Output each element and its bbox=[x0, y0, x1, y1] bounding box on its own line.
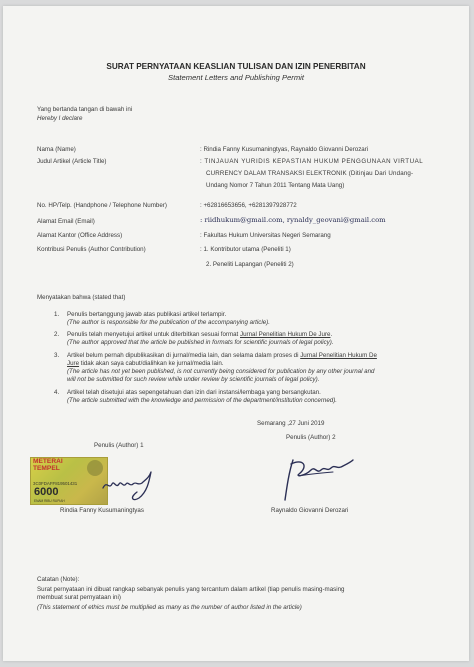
statement-text-en: (The author approved that the article be published in formats for scientific journals of legal policy). bbox=[67, 339, 334, 346]
author-1-signature bbox=[99, 458, 169, 504]
author-2-name: Raynaldo Giovanni Derozari bbox=[271, 507, 349, 514]
office-label: Alamat Kantor (Office Address) bbox=[37, 232, 123, 239]
notes-line: membuat surat pernyataan ini) bbox=[37, 594, 121, 601]
statement-number: 1. bbox=[54, 311, 60, 318]
email-value: : riidhukum@gmail.com, rynaldy_geovani@gmail.com bbox=[200, 216, 386, 224]
office-value: : Fakultas Hukum Universitas Negeri Semarang bbox=[200, 232, 331, 239]
notes-line: Surat pernyataan ini dibuat rangkap sebanyak penulis yang tercantum dalam artikel (tiap penulis masing-masing bbox=[37, 586, 345, 593]
name-value: : Rindia Fanny Kusumaningtyas, Raynaldo Giovanni Derozari bbox=[200, 146, 369, 153]
stamp-value: 6000 bbox=[34, 486, 59, 498]
journal-name-link[interactable]: Jurnal Penelitian Hukum De bbox=[300, 352, 377, 359]
journal-name-link[interactable]: Jurnal Penelitian Hukum De Jure bbox=[240, 331, 331, 338]
journal-name-link[interactable]: Jure bbox=[67, 360, 80, 367]
intro-line-en: Hereby I declare bbox=[37, 115, 83, 122]
contribution-value-1: : 1. Kontributor utama (Peneliti 1) bbox=[200, 246, 291, 253]
statement-text-en: will not be submitted for such review while under review by scientific journals of legal policy). bbox=[67, 376, 320, 383]
phone-label: No. HP/Telp. (Handphone / Telephone Number) bbox=[37, 202, 167, 209]
statement-text-en: (The author is responsible for the publication of the accompanying article). bbox=[67, 319, 270, 326]
statement-text: Artikel belum pernah dipublikasikan di jurnal/media lain, dan selama dalam proses di Jurnal Penelitian Hukum De bbox=[67, 352, 377, 359]
statement-text: Penulis telah menyetujui artikel untuk diterbitkan sesuai format Jurnal Penelitian Hukum De Jure. bbox=[67, 331, 333, 338]
statement-text: Artikel telah disetujui atas sepengetahuan dan izin dari instansi/lembaga yang bersangkutan. bbox=[67, 389, 321, 396]
article-value-2: CURRENCY DALAM TRANSAKSI ELEKTRONIK (Ditinjau Dari Undang- bbox=[206, 170, 414, 177]
statement-text-en: (The article has not yet been published, is not currently being considered for publication by any other journal and bbox=[67, 368, 375, 375]
document-subtitle: Statement Letters and Publishing Permit bbox=[168, 73, 304, 82]
notes-heading: Catatan (Note): bbox=[37, 576, 80, 583]
revenue-stamp bbox=[30, 457, 108, 505]
article-value-3: Undang Nomor 7 Tahun 2011 Tentang Mata Uang) bbox=[206, 182, 345, 189]
contribution-value-2: 2. Peneliti Lapangan (Peneliti 2) bbox=[206, 261, 294, 268]
place-date: Semarang ,27 Juni 2019 bbox=[257, 420, 325, 427]
article-label: Judul Artikel (Article Title) bbox=[37, 158, 107, 165]
statement-number: 2. bbox=[54, 331, 60, 338]
statement-number: 3. bbox=[54, 352, 60, 359]
email-label: Alamat Email (Email) bbox=[37, 218, 95, 225]
document-title: SURAT PERNYATAAN KEASLIAN TULISAN DAN IZIN PENERBITAN bbox=[106, 62, 366, 71]
stamp-title: METERAI TEMPEL bbox=[33, 458, 63, 472]
statements-heading: Menyatakan bahwa (stated that) bbox=[37, 294, 126, 301]
name-label: Nama (Name) bbox=[37, 146, 76, 153]
phone-value: : +62816653656, +6281397928772 bbox=[200, 202, 297, 209]
author-1-name: Rindia Fanny Kusumaningtyas bbox=[60, 507, 144, 514]
document-page bbox=[3, 6, 469, 661]
contribution-label: Kontribusi Penulis (Author Contribution) bbox=[37, 246, 146, 253]
notes-line-en: (This statement of ethics must be multiplied as many as the number of author listed in the article) bbox=[37, 604, 302, 611]
article-value-1: : TINJAUAN YURIDIS KEPASTIAN HUKUM PENGGUNAAN VIRTUAL bbox=[200, 158, 424, 165]
stamp-code: 3C0FDAFF819501431 bbox=[33, 481, 78, 486]
author-1-label: Penulis (Author) 1 bbox=[94, 442, 144, 449]
author-2-label: Penulis (Author) 2 bbox=[286, 434, 336, 441]
statement-text-en: (The article submitted with the knowledge and permission of the department/institution concerned). bbox=[67, 397, 337, 404]
intro-line: Yang bertanda tangan di bawah ini bbox=[37, 106, 133, 113]
statement-text: Penulis bertanggung jawab atas publikasi artikel terlampir. bbox=[67, 311, 227, 318]
author-2-signature bbox=[275, 452, 359, 508]
stamp-subtext: ENAM RIBU RUPIAH bbox=[34, 499, 65, 503]
statement-text: Jure tidak akan saya cabut/dialihkan ke jurnal/media lain. bbox=[67, 360, 224, 367]
statement-number: 4. bbox=[54, 389, 60, 396]
